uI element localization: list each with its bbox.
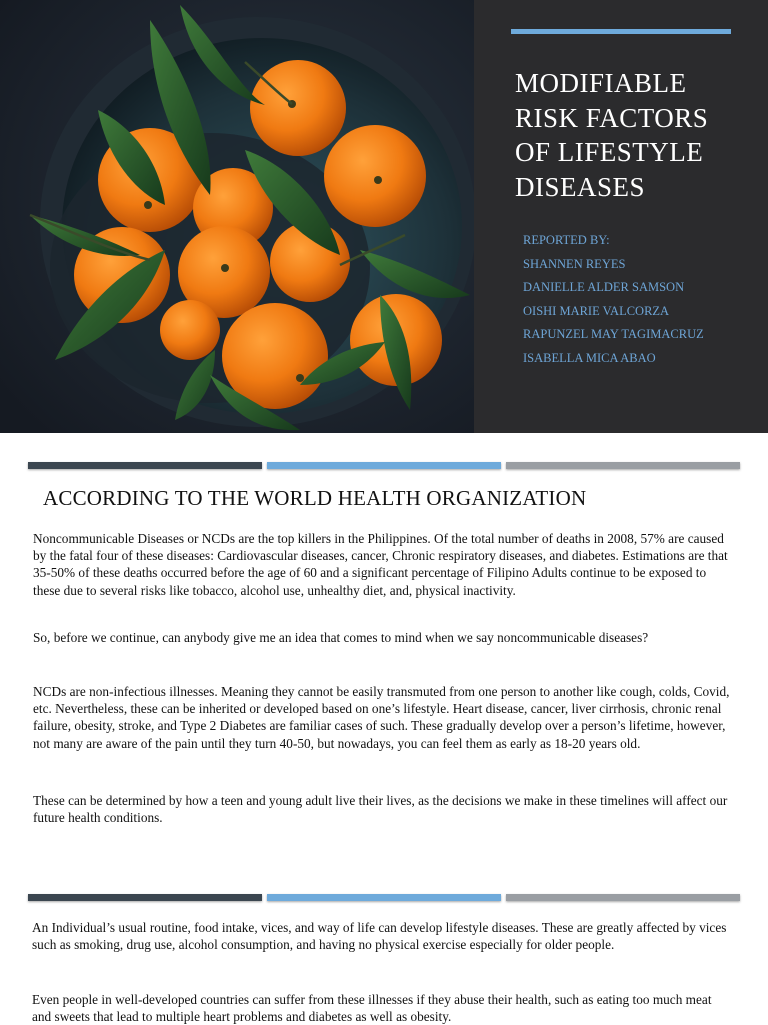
divider-bar-gray <box>506 894 740 901</box>
divider-bar-dark <box>28 894 262 901</box>
title-slide <box>0 0 768 433</box>
accent-line <box>511 29 731 34</box>
title-line: OF LIFESTYLE <box>515 137 704 167</box>
paragraph: These can be determined by how a teen and young adult live their lives, as the decisions we make in these timelines will affect our future health conditions. <box>33 793 728 826</box>
reporter-name: SHANNEN REYES <box>523 256 626 271</box>
divider-bar-blue <box>267 894 501 901</box>
divider-bar-dark <box>28 462 262 469</box>
reporter-name: ISABELLA MICA ABAO <box>523 350 656 365</box>
title-line: RISK FACTORS <box>515 102 709 133</box>
paragraph: NCDs are non-infectious illnesses. Meaning they cannot be easily transmuted from one person to another like cough, colds, Covid, etc. Nevertheless, these can be inherited or developed based on one’s lifestyle. Heart disease, cancer, liver cirrhosis, chronic renal failure, obesity, stroke, and Type 2 Diabetes are familiar cases of such. These gradually develop over a person’s lifetime, however, not many are aware of the pain until they turn 40-50, but nowadays, you can feel them as early as 18-20 years old. <box>33 684 730 751</box>
slide-title <box>515 66 755 204</box>
reporter-name: DANIELLE ALDER SAMSON <box>523 280 685 295</box>
reporter-name: RAPUNZEL MAY TAGIMACRUZ <box>523 327 704 342</box>
title-line: DISEASES <box>515 171 646 202</box>
oranges-in-bowl-photo <box>0 0 474 433</box>
slide-divider-bars <box>28 894 740 901</box>
paragraph: Noncommunicable Diseases or NCDs are the top killers in the Philippines. Of the total number of deaths in 2008, 57% are caused by the fatal four of these diseases: Cardiovascular diseases, cancer, Chronic respiratory diseases, and diabetes. Estimations are that 35-50% of these deaths occurred before the age of 60 and a significant percentage of Filipino Adults continue to be exposed to these due to several risks like tobacco, alcohol use, unhealthy diet, and, physical inactivity. <box>33 531 728 598</box>
title-line: MODIFIABLE <box>515 68 687 98</box>
slide-divider-bars <box>28 462 740 469</box>
divider-bar-gray <box>506 462 740 469</box>
reporter-name: OISHI MARIE VALCORZA <box>523 303 670 318</box>
title-panel <box>474 0 768 433</box>
paragraph: Even people in well-developed countries can suffer from these illnesses if they abuse their health, such as eating too much meat and sweets that lead to multiple heart problems and diabetes as well as obesity. <box>32 992 712 1025</box>
divider-bar-blue <box>267 462 501 469</box>
paragraph: An Individual’s usual routine, food intake, vices, and way of life can develop lifestyle diseases. These are greatly affected by vices such as smoking, drug use, alcohol consumption, and having no physical exercise especially for older people. <box>32 920 727 953</box>
slide-heading: ACCORDING TO THE WORLD HEALTH ORGANIZATION <box>43 486 587 510</box>
paragraph: So, before we continue, can anybody give me an idea that comes to mind when we say noncommunicable diseases? <box>33 630 649 645</box>
reporters-label: REPORTED BY: <box>523 233 610 247</box>
reporters-list <box>523 229 763 371</box>
